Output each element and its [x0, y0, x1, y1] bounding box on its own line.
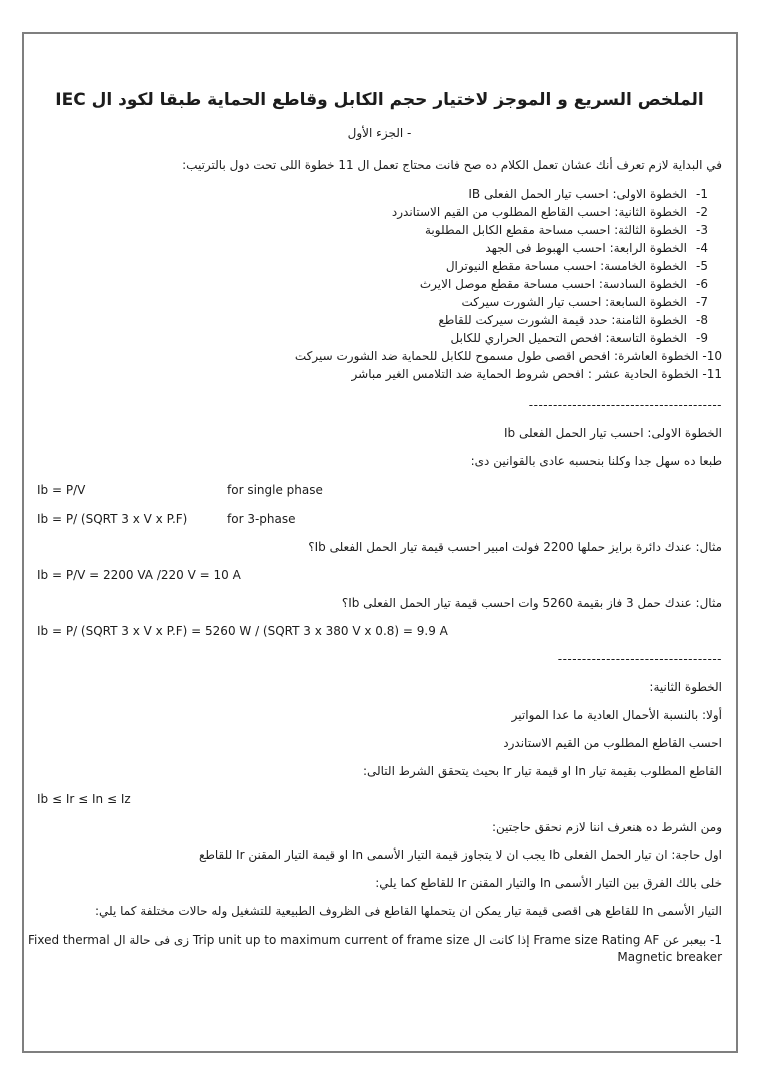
divider-line: ----------------------------------	[557, 652, 722, 666]
divider-line: ----------------------------------------	[528, 398, 722, 412]
list-item-number: 10-	[702, 349, 722, 363]
list-item-text: الخطوة الرابعة: احسب الهبوط فى الجهد	[485, 241, 688, 255]
list-item-number: 9-	[696, 331, 708, 345]
list-item	[37, 311, 722, 329]
example1-calculation: Ib = P/V = 2200 VA /220 V = 10 A	[37, 568, 241, 582]
list-item-text: الخطوة الاولى: احسب تيار الحمل الفعلى IB	[468, 187, 688, 201]
page-title: الملخص السريع و الموجز لاختيار حجم الكابل وقاطع الحماية طبقا لكود ال IEC	[55, 90, 704, 110]
step2-paragraph: القاطع المطلوب بقيمة تيار In او قيمة تيار Ir بحيث يتحقق الشرط التالى:	[362, 764, 722, 778]
formula-row-single-phase	[37, 483, 722, 498]
example1-question: مثال: عندك دائرة برايز حملها 2200 فولت امبير احسب قيمة تيار الحمل الفعلى Ib؟	[308, 540, 722, 554]
list-item-text: الخطوة العاشرة: افحص اقصى طول مسموح للكابل للحماية ضد الشورت سيركت	[294, 349, 699, 363]
page-subtitle: - الجزء الأول	[347, 126, 412, 140]
list-item	[37, 293, 722, 311]
list-item	[37, 185, 722, 203]
list-item-text: الخطوة الثانية: احسب القاطع المطلوب من القيم الاستاندرد	[391, 205, 688, 219]
list-item	[37, 221, 722, 239]
list-item-text: الخطوة الحادية عشر : افحص شروط الحماية ضد التلامس الغير مباشر	[351, 367, 699, 381]
step2-paragraph: ومن الشرط ده هنعرف اننا لازم نحقق حاجتين:	[492, 820, 722, 834]
step2-breaker-note-line1: 1- بيعبر عن Frame size Rating AF إذا كانت ال Trip unit up to maximum current of frame size زى فى حالة ال Fixed thermal	[27, 933, 722, 947]
list-item	[37, 365, 722, 383]
step2-paragraph: خلى بالك الفرق بين التيار الأسمى In والتيار المقنن Ir للقاطع كما يلي:	[375, 876, 722, 890]
step2-breaker-note	[27, 932, 722, 966]
list-item	[37, 239, 722, 257]
example2-question: مثال: عندك حمل 3 فاز بقيمة 5260 وات احسب قيمة تيار الحمل الفعلى Ib؟	[341, 596, 722, 610]
list-item-text: الخطوة الثامنة: حدد قيمة الشورت سيركت للقاطع	[438, 313, 688, 327]
list-item	[37, 203, 722, 221]
formula-three-phase-label: for 3-phase	[227, 512, 296, 526]
condition-formula: Ib ≤ Ir ≤ In ≤ Iz	[37, 792, 131, 806]
list-item-number: 7-	[696, 295, 708, 309]
step1-note: طبعا ده سهل جدا وكلنا بنحسبه عادى بالقوانين دى:	[470, 454, 722, 468]
list-item-number: 3-	[696, 223, 708, 237]
step1-heading: الخطوة الاولى: احسب تيار الحمل الفعلى Ib	[503, 426, 722, 440]
list-item-number: 2-	[696, 205, 708, 219]
list-item-number: 4-	[696, 241, 708, 255]
list-item	[37, 257, 722, 275]
list-item-number: 5-	[696, 259, 708, 273]
step2-paragraph: التيار الأسمى In للقاطع هى اقصى قيمة تيار يمكن ان يتحملها القاطع فى الظروف الطبيعية للتشغيل وله حالات مختلفة كما يلي:	[94, 904, 722, 918]
list-item-number: 8-	[696, 313, 708, 327]
list-item	[37, 329, 722, 347]
list-item-number: 1-	[696, 187, 708, 201]
list-item-number: 6-	[696, 277, 708, 291]
document-page	[22, 32, 738, 1053]
list-item-number: 11-	[702, 367, 722, 381]
step2-heading: الخطوة الثانية:	[649, 680, 722, 694]
step2-paragraph: اول حاجة: ان تيار الحمل الفعلى Ib يجب ان لا يتجاوز قيمة التيار الأسمى In او قيمة التيار المقنن Ir للقاطع	[198, 848, 722, 862]
formula-single-phase: Ib = P/V	[37, 483, 86, 497]
list-item-text: الخطوة السابعة: احسب تيار الشورت سيركت	[461, 295, 688, 309]
list-item-text: الخطوة الثالثة: احسب مساحة مقطع الكابل المطلوبة	[425, 223, 688, 237]
formula-three-phase: Ib = P/ (SQRT 3 x V x P.F)	[37, 512, 188, 526]
list-item-text: الخطوة الخامسة: احسب مساحة مقطع النيوترال	[445, 259, 688, 273]
steps-list	[37, 185, 722, 383]
step2-paragraph: احسب القاطع المطلوب من القيم الاستاندرد	[503, 736, 722, 750]
list-item-text: الخطوة السادسة: احسب مساحة مقطع موصل الايرث	[419, 277, 688, 291]
formula-row-three-phase	[37, 512, 722, 527]
example2-calculation: Ib = P/ (SQRT 3 x V x P.F) = 5260 W / (SQRT 3 x 380 V x 0.8) = 9.9 A	[37, 624, 448, 638]
step2-paragraph: أولا: بالنسبة الأحمال العادية ما عدا المواتير	[511, 708, 722, 722]
formula-single-phase-label: for single phase	[227, 483, 323, 497]
list-item	[37, 347, 722, 365]
intro-paragraph: في البداية لازم تعرف أنك عشان تعمل الكلام ده صح فانت محتاج تعمل ال 11 خطوة اللى تحت دول بالترتيب:	[182, 158, 722, 172]
list-item-text: الخطوة التاسعة: افحص التحميل الحراري للكابل	[450, 331, 688, 345]
step2-breaker-note-line2: Magnetic breaker	[617, 950, 722, 964]
list-item	[37, 275, 722, 293]
